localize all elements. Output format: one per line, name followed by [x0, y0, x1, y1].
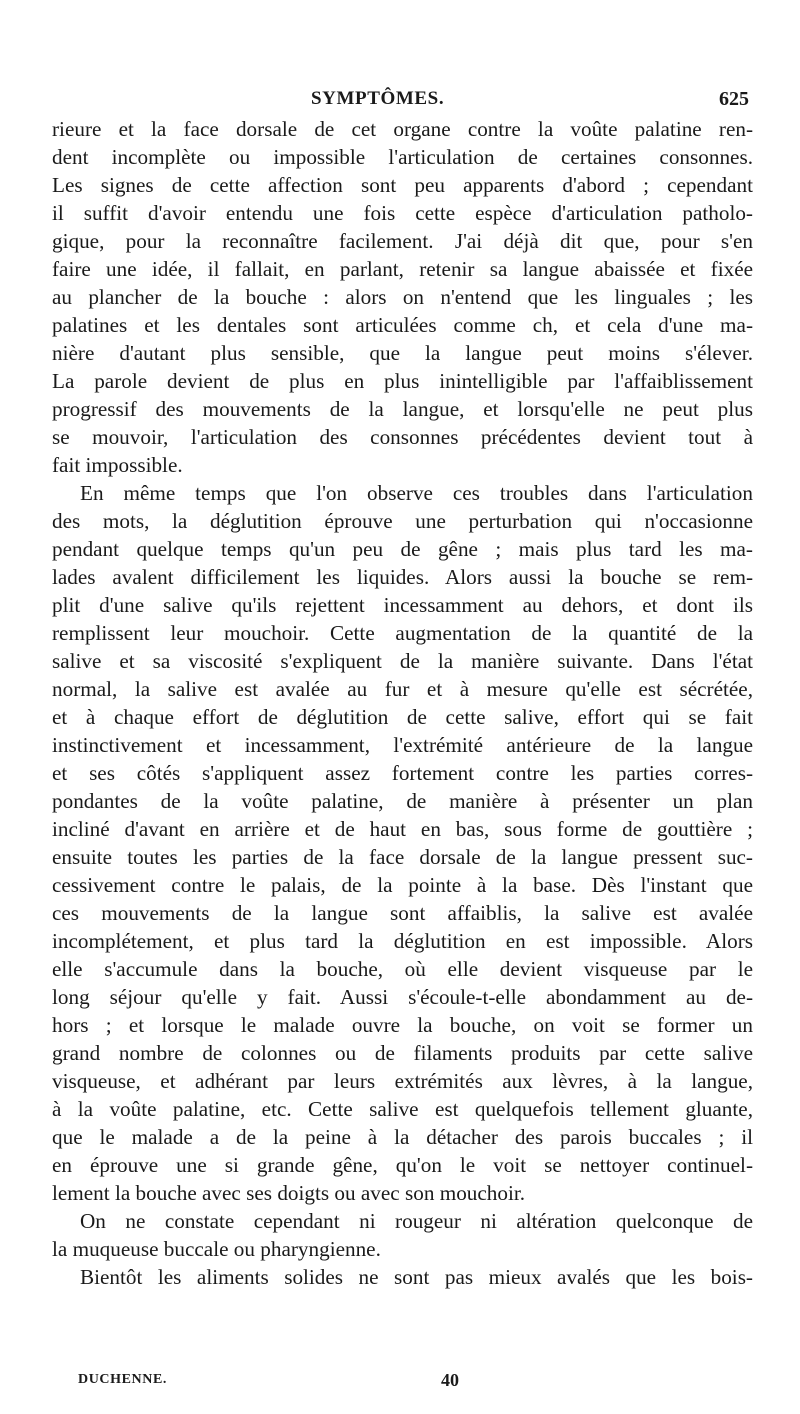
text-line: et ses côtés s'appliquent assez fortement contre les parties corres- — [52, 761, 753, 785]
text-line: incliné d'avant en arrière et de haut en bas, sous forme de gouttière ; — [52, 817, 753, 841]
page-number: 625 — [719, 88, 749, 110]
text-line: En même temps que l'on observe ces troubles dans l'articulation — [80, 481, 753, 505]
text-line: ces mouvements de la langue sont affaiblis, la salive est avalée — [52, 901, 753, 925]
text-line: Les signes de cette affection sont peu apparents d'abord ; cependant — [52, 173, 753, 197]
text-line: dent incomplète ou impossible l'articulation de certaines consonnes. — [52, 145, 753, 169]
text-line: long séjour qu'elle y fait. Aussi s'écoule-t-elle abondamment au de- — [52, 985, 753, 1009]
text-line: pondantes de la voûte palatine, de manière à présenter un plan — [52, 789, 753, 813]
text-line: plit d'une salive qu'ils rejettent incessamment au dehors, et dont ils — [52, 593, 753, 617]
text-line: il suffit d'avoir entendu une fois cette espèce d'articulation patholo- — [52, 201, 753, 225]
text-line: des mots, la déglutition éprouve une perturbation qui n'occasionne — [52, 509, 753, 533]
text-line: gique, pour la reconnaître facilement. J'ai déjà dit que, pour s'en — [52, 229, 753, 253]
text-line: On ne constate cependant ni rougeur ni altération quelconque de — [80, 1209, 753, 1233]
body-text — [52, 115, 753, 1291]
sheet-number: 40 — [441, 1370, 459, 1390]
text-line: cessivement contre le palais, de la pointe à la base. Dès l'instant que — [52, 873, 753, 897]
text-line: lades avalent difficilement les liquides. Alors aussi la bouche se rem- — [52, 565, 753, 589]
text-line: normal, la salive est avalée au fur et à mesure qu'elle est sécrétée, — [52, 677, 753, 701]
text-line: elle s'accumule dans la bouche, où elle devient visqueuse par le — [52, 957, 753, 981]
text-line: remplissent leur mouchoir. Cette augmentation de la quantité de la — [52, 621, 753, 645]
text-line: que le malade a de la peine à la détacher des parois buccales ; il — [52, 1125, 753, 1149]
running-head — [0, 88, 800, 114]
text-line: incomplétement, et plus tard la déglutition en est impossible. Alors — [52, 929, 753, 953]
text-line: grand nombre de colonnes ou de filaments produits par cette salive — [52, 1041, 753, 1065]
text-line: instinctivement et incessamment, l'extrémité antérieure de la langue — [52, 733, 753, 757]
text-line: rieure et la face dorsale de cet organe contre la voûte palatine ren- — [52, 117, 753, 141]
printer-signature: DUCHENNE. — [78, 1372, 168, 1387]
text-line: lement la bouche avec ses doigts ou avec son mouchoir. — [52, 1181, 526, 1205]
text-line: nière d'autant plus sensible, que la langue peut moins s'élever. — [52, 341, 753, 365]
running-title: SYMPTÔMES. — [311, 88, 445, 109]
text-line: faire une idée, il fallait, en parlant, retenir sa langue abaissée et fixée — [52, 257, 753, 281]
text-line: fait impossible. — [52, 453, 183, 477]
text-line: se mouvoir, l'articulation des consonnes précédentes devient tout à — [52, 425, 753, 449]
text-line: visqueuse, et adhérant par leurs extrémités aux lèvres, à la langue, — [52, 1069, 753, 1093]
text-line: au plancher de la bouche : alors on n'entend que les linguales ; les — [52, 285, 753, 309]
text-line: palatines et les dentales sont articulées comme ch, et cela d'une ma- — [52, 313, 753, 337]
text-line: et à chaque effort de déglutition de cette salive, effort qui se fait — [52, 705, 753, 729]
text-line: salive et sa viscosité s'expliquent de la manière suivante. Dans l'état — [52, 649, 753, 673]
page-footer — [0, 1370, 800, 1394]
text-line: hors ; et lorsque le malade ouvre la bouche, on voit se former un — [52, 1013, 753, 1037]
text-line: la muqueuse buccale ou pharyngienne. — [52, 1237, 381, 1261]
text-line: à la voûte palatine, etc. Cette salive est quelquefois tellement gluante, — [52, 1097, 753, 1121]
text-line: La parole devient de plus en plus inintelligible par l'affaiblissement — [52, 369, 753, 393]
text-line: pendant quelque temps qu'un peu de gêne ; mais plus tard les ma- — [52, 537, 753, 561]
text-line: Bientôt les aliments solides ne sont pas mieux avalés que les bois- — [80, 1265, 753, 1289]
text-line: ensuite toutes les parties de la face dorsale de la langue pressent suc- — [52, 845, 753, 869]
text-line: progressif des mouvements de la langue, et lorsqu'elle ne peut plus — [52, 397, 753, 421]
text-line: en éprouve une si grande gêne, qu'on le voit se nettoyer continuel- — [52, 1153, 753, 1177]
